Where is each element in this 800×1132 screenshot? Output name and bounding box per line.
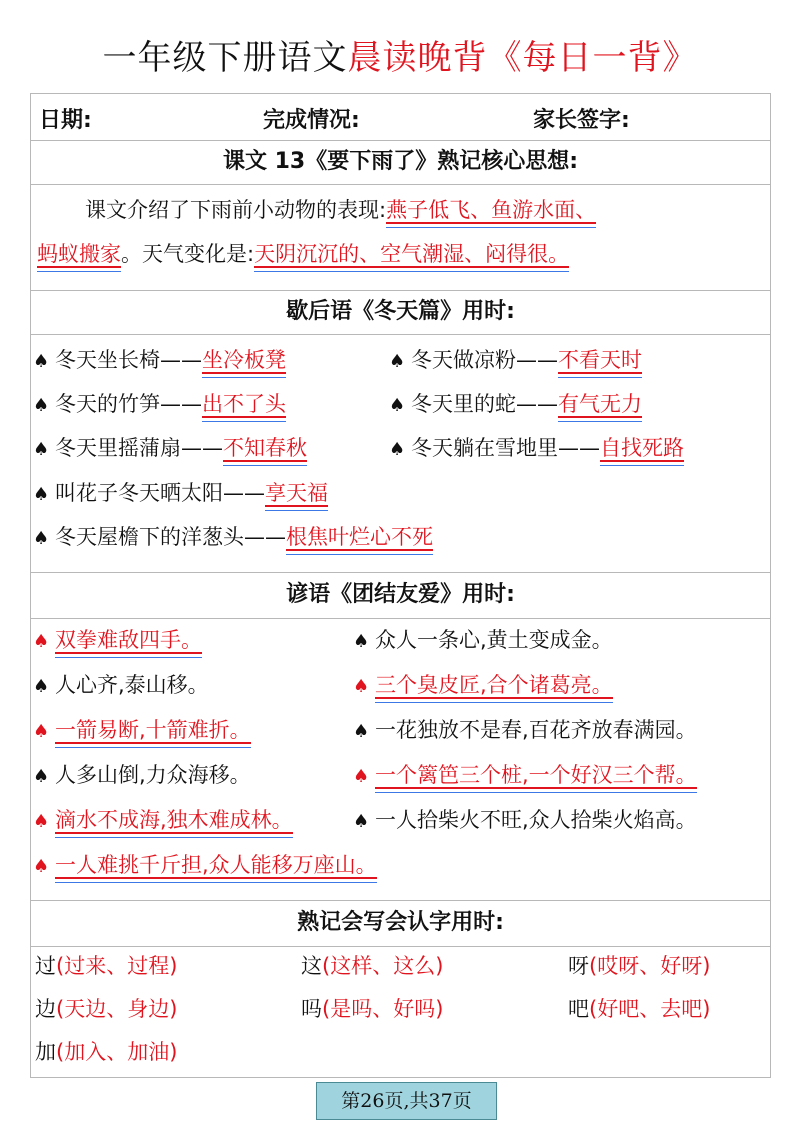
proverb-item: ♠ 双拳难敌四手。 — [33, 624, 202, 658]
char-item: 吗(是吗、好吗) — [301, 997, 444, 1021]
proverb-item: ♠ 一人难挑千斤担,众人能移万座山。 — [33, 849, 377, 883]
divider — [31, 946, 770, 947]
lesson-weather-intro: 。天气变化是: — [121, 242, 255, 266]
page-number: 第26页,共37页 — [316, 1082, 497, 1120]
spade-icon: ♠ — [389, 439, 406, 460]
xiehouyu-item: ♠ 冬天屋檐下的洋葱头——根焦叶烂心不死 — [33, 521, 433, 555]
proverb-item: ♠ 滴水不成海,独木难成林。 — [33, 804, 293, 838]
lesson-animals-1: 燕子低飞、鱼游水面、 — [386, 198, 597, 222]
proverb-item: ♠ 一个篱笆三个桩,一个好汉三个帮。 — [353, 759, 697, 793]
proverb-item: ♠ 三个臭皮匠,合个诸葛亮。 — [353, 669, 613, 703]
xiehouyu-item: ♠ 冬天坐长椅——坐冷板凳 — [33, 344, 286, 378]
xiehouyu-answer: 不知春秋 — [223, 436, 307, 460]
proverb-item: ♠ 一人拾柴火不旺,众人拾柴火焰高。 — [353, 804, 697, 838]
xiehouyu-item: ♠ 冬天做凉粉——不看天时 — [389, 344, 642, 378]
xiehouyu-answer: 坐冷板凳 — [202, 348, 286, 372]
lesson-weather: 天阴沉沉的、空气潮湿、闷得很。 — [254, 242, 570, 266]
spade-icon: ♠ — [353, 811, 370, 832]
characters-heading: 熟记会写会认字用时: — [297, 910, 504, 935]
xiehouyu-item: ♠ 冬天的竹笋——出不了头 — [33, 388, 286, 422]
spade-icon: ♠ — [33, 439, 50, 460]
divider — [31, 618, 770, 619]
xiehouyu-heading: 歇后语《冬天篇》用时: — [286, 299, 515, 324]
spade-icon: ♠ — [353, 766, 370, 787]
worksheet-box — [30, 93, 771, 1078]
title-main: 一年级下册语文 — [102, 38, 348, 78]
proverb-item: ♠ 一花独放不是春,百花齐放春满园。 — [353, 714, 697, 748]
xiehouyu-answer: 不看天时 — [558, 348, 642, 372]
spade-icon: ♠ — [33, 811, 50, 832]
spade-icon: ♠ — [33, 766, 50, 787]
divider — [31, 334, 770, 335]
spade-icon: ♠ — [33, 484, 50, 505]
lesson-paragraph — [31, 188, 770, 276]
char-item: 过(过来、过程) — [35, 954, 178, 978]
spade-icon: ♠ — [33, 856, 50, 877]
spade-icon: ♠ — [353, 676, 370, 697]
lesson-heading: 课文 13《要下雨了》熟记核心思想: — [222, 149, 579, 174]
lesson-intro: 课文介绍了下雨前小动物的表现: — [85, 198, 387, 222]
date-label: 日期: — [39, 108, 92, 133]
signature-label: 家长签字: — [533, 108, 630, 133]
proverb-item: ♠ 众人一条心,黄土变成金。 — [353, 624, 613, 658]
spade-icon: ♠ — [353, 631, 370, 652]
xiehouyu-answer: 自找死路 — [600, 436, 684, 460]
spade-icon: ♠ — [33, 721, 50, 742]
proverb-item: ♠ 人多山倒,力众海移。 — [33, 759, 251, 793]
spade-icon: ♠ — [353, 721, 370, 742]
lesson-animals-2: 蚂蚁搬家 — [37, 242, 121, 266]
page-title — [0, 34, 800, 82]
char-item: 这(这样、这么) — [301, 954, 444, 978]
spade-icon: ♠ — [33, 395, 50, 416]
xiehouyu-item: ♠ 冬天里摇蒲扇——不知春秋 — [33, 432, 307, 466]
info-row — [31, 94, 770, 140]
xiehouyu-item: ♠ 冬天躺在雪地里——自找死路 — [389, 432, 684, 466]
spade-icon: ♠ — [33, 351, 50, 372]
char-item: 呀(哎呀、好呀) — [568, 954, 711, 978]
proverb-item: ♠ 一箭易断,十箭难折。 — [33, 714, 251, 748]
title-highlight: 晨读晚背《每日一背》 — [347, 38, 698, 78]
xiehouyu-answer: 根焦叶烂心不死 — [286, 525, 433, 549]
char-item: 边(天边、身边) — [35, 997, 178, 1021]
status-label: 完成情况: — [263, 108, 360, 133]
xiehouyu-answer: 出不了头 — [202, 392, 286, 416]
spade-icon: ♠ — [33, 631, 50, 652]
xiehouyu-item: ♠ 叫花子冬天晒太阳——享天福 — [33, 477, 328, 511]
xiehouyu-answer: 享天福 — [265, 481, 328, 505]
spade-icon: ♠ — [33, 528, 50, 549]
spade-icon: ♠ — [389, 351, 406, 372]
char-item: 加(加入、加油) — [35, 1040, 178, 1064]
xiehouyu-answer: 有气无力 — [558, 392, 642, 416]
proverb-item: ♠ 人心齐,泰山移。 — [33, 669, 209, 703]
proverbs-heading: 谚语《团结友爱》用时: — [286, 582, 515, 607]
char-item: 吧(好吧、去吧) — [568, 997, 711, 1021]
spade-icon: ♠ — [33, 676, 50, 697]
spade-icon: ♠ — [389, 395, 406, 416]
xiehouyu-item: ♠ 冬天里的蛇——有气无力 — [389, 388, 642, 422]
divider — [31, 184, 770, 185]
